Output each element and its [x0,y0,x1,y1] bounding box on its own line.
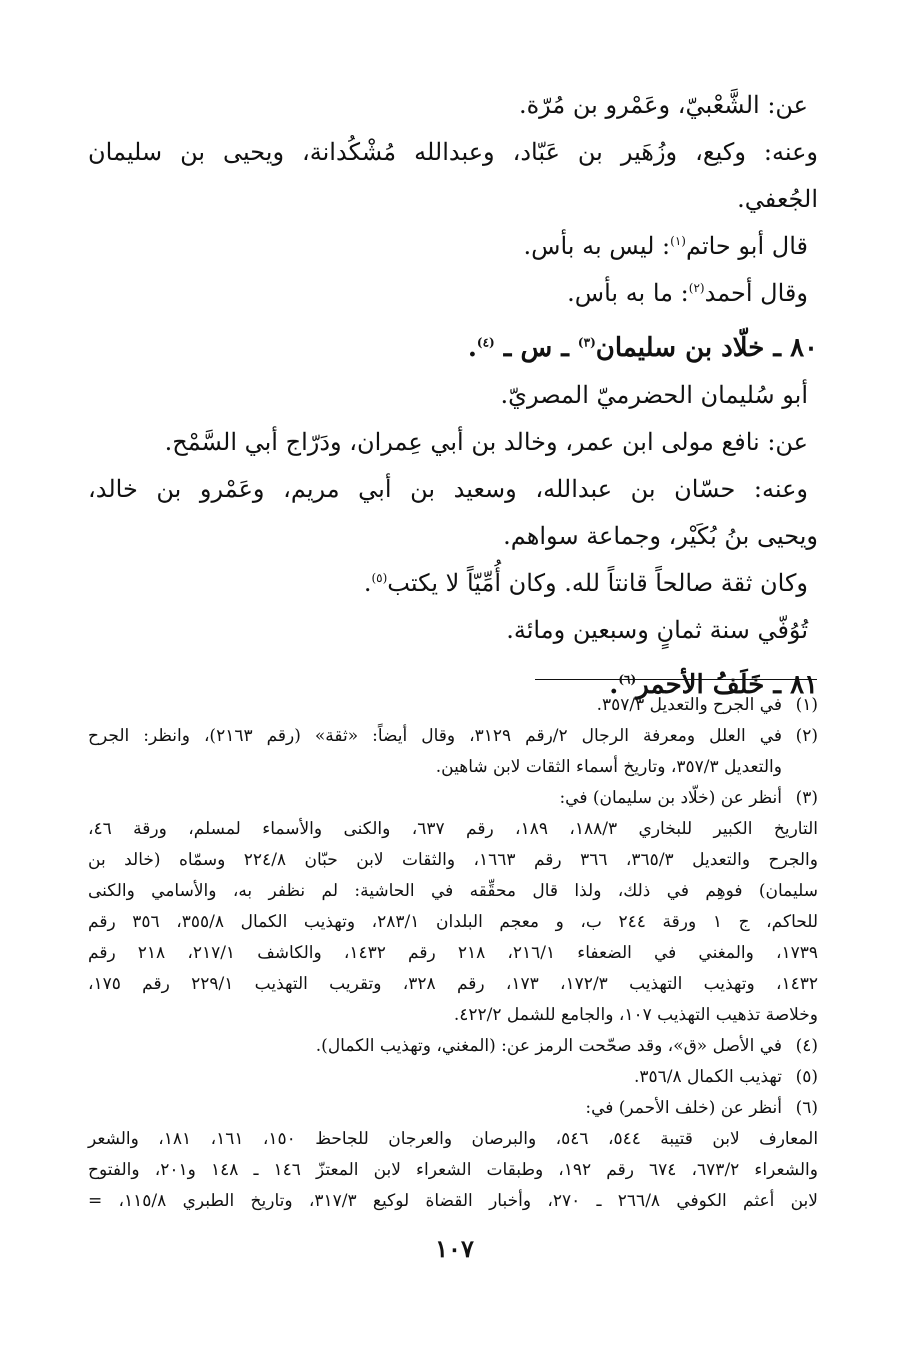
footnote-line: أنظر عن (خلف الأحمر) في: [585,1098,782,1118]
entry-title: ٨٠ ـ خلّاد بن سليمان [595,333,818,363]
footnote-4 [88,1031,818,1062]
footnote-3-line: وخلاصة تذهيب التهذيب ١٠٧، والجامع للشمل ٤٢٢/٢. [453,1005,818,1025]
entry-80-from: عن: نافع مولى ابن عمر، وخالد بن أبي عِمران، ودَرّاج أبي السَّمْح. [164,428,808,456]
statement-text: : ليس به بأس. [523,232,671,260]
entry-title: ٨١ ـ خَلَفُ الأحمر [636,670,818,700]
entry-80-kunya: أبو سُليمان الحضرميّ المصريّ. [500,381,808,409]
footnote-number: (٦) [795,1098,818,1118]
footnote-3 [88,783,818,814]
description-end: . [363,569,372,597]
statement-text: قال أبو حاتم [685,232,808,260]
footnote-3-line: ١٧٣٩، والمغني في الضعفاء ٢١٦/١، ٢١٨ رقم ١٤٣٢، والكاشف ٢١٧/١، ٢١٨ رقم [88,943,819,963]
entry-80-to: وعنه: حسّان بن عبدالله، وسعيد بن أبي مريم، وعَمْرو بن خالد، [88,475,808,503]
description-text: وكان ثقة صالحاً قانتاً لله. وكان أُمِّيّاً لا يكتب [387,569,808,597]
statement-text: وقال أحمد [704,279,808,307]
footnote-number: (١) [795,695,818,715]
footnote-3-line: سليمان) فوهِم في ذلك، ولذا قال محقِّقه في الحاشية: لم نظفر به، والأسامي والكنى [88,881,818,901]
footnote-3-line: ١٤٣٢، وتهذيب التهذيب ١٧٢/٣، ١٧٣، رقم ٣٢٨، وتقريب التهذيب ٢٢٩/١ رقم ١٧٥، [88,974,818,994]
footnote-6 [88,1093,818,1124]
footnote-6-line: المعارف لابن قتيبة ٥٤٤، ٥٤٦، والبرصان والعرجان للجاحظ ١٥٠، ١٦١، ١٨١، والشعر [88,1129,819,1149]
entry-end: . [467,333,477,363]
entry-80-death: تُوُفّي سنة ثمانٍ وسبعين ومائة. [506,616,808,644]
footnote-6-line: والشعراء ٦٧٣/٢، ٦٧٤ رقم ١٩٢، وطبقات الشعراء لابن المعتزّ ١٤٦ ـ ١٤٨ و٢٠١، والفتوح [88,1160,818,1180]
footnote-line: والتعديل ٣٥٧/٣، وتاريخ أسماء الثقات لابن شاهين. [435,757,782,777]
footnote-ref: (٥) [371,571,388,585]
footnote-line: في العلل ومعرفة الرجال ٢/رقم ٣١٢٩، وقال أيضاً: «ثقة» (رقم ٢١٦٣)، وانظر: الجرح [88,726,783,746]
footnote-line: تهذيب الكمال ٣٥٦/٨. [633,1067,782,1087]
footnote-line: أنظر عن (خلّاد بن سليمان) في: [559,788,782,808]
footnote-3-line: والجرح والتعديل ٣٦٥/٣، ٣٦٦ رقم ١٦٦٣، والثقات لابن حبّان ٢٢٤/٨ وسمّاه (خالد بن [88,850,818,870]
footnote-ref: (٦) [618,672,637,687]
entry-80-to-continuation: ويحيى بنُ بُكَيْر، وجماعة سواهم. [503,522,818,550]
footnote-number: (٥) [795,1067,818,1087]
entry-end: . [609,670,619,700]
entry-80-heading [88,325,818,372]
narrators-to-continuation: الجُعفي. [737,185,818,213]
footnote-number: (٤) [795,1036,818,1056]
entry-80-description [88,560,818,607]
footnote-body [88,721,782,783]
footnote-ref: (٢) [688,281,705,295]
main-text [88,82,818,709]
footnote-line: في الجرح والتعديل ٣٥٧/٣. [596,695,782,715]
footnote-body [88,1031,782,1062]
footnote-divider [535,679,817,680]
entry-code: ـ س ـ [494,333,578,363]
abu-hatim-statement [88,223,818,270]
footnote-ref: (٤) [476,335,495,350]
footnote-1 [88,690,818,721]
footnote-body [88,1062,782,1093]
footnote-body [88,690,782,721]
footnote-6-line: لابن أعثم الكوفي ٢٦٦/٨ ـ ٢٧٠، وأخبار القضاة لوكيع ٣١٧/٣، وتاريخ الطبري ١١٥/٨، = [88,1191,818,1211]
narrators-from-line: عن: الشَّعْبيّ، وعَمْرو بن مُرّة. [518,91,808,119]
footnote-ref: (٣) [577,335,596,350]
footnote-number: (٣) [795,788,818,808]
ahmad-statement [88,270,818,317]
footnote-number: (٢) [795,726,818,746]
page-number: ١٠٧ [435,1234,474,1263]
footnote-body [88,783,782,814]
footnote-5 [88,1062,818,1093]
footnotes [88,690,818,1217]
footnote-3-line: التاريخ الكبير للبخاري ١٨٨/٣، ١٨٩، رقم ٦٣٧، والكنى والأسماء لمسلم، ورقة ٤٦، [88,819,818,839]
narrators-to-line: وعنه: وكيع، وزُهَير بن عَبّاد، وعبدالله مُشْكُدانة، ويحيى بن سليمان [88,138,818,166]
footnote-line: في الأصل «ق»، وقد صحّحت الرمز عن: (المغني، وتهذيب الكمال). [315,1036,782,1056]
footnote-2 [88,721,818,783]
footnote-ref: (١) [670,234,686,248]
footnote-body [88,1093,782,1124]
statement-text: : ما به بأس. [567,279,689,307]
footnote-3-line: للحاكم، ج ١ ورقة ٢٤٤ ب، و معجم البلدان ٢٨٣/١، وتهذيب الكمال ٣٥٥/٨، ٣٥٦ رقم [88,912,819,932]
